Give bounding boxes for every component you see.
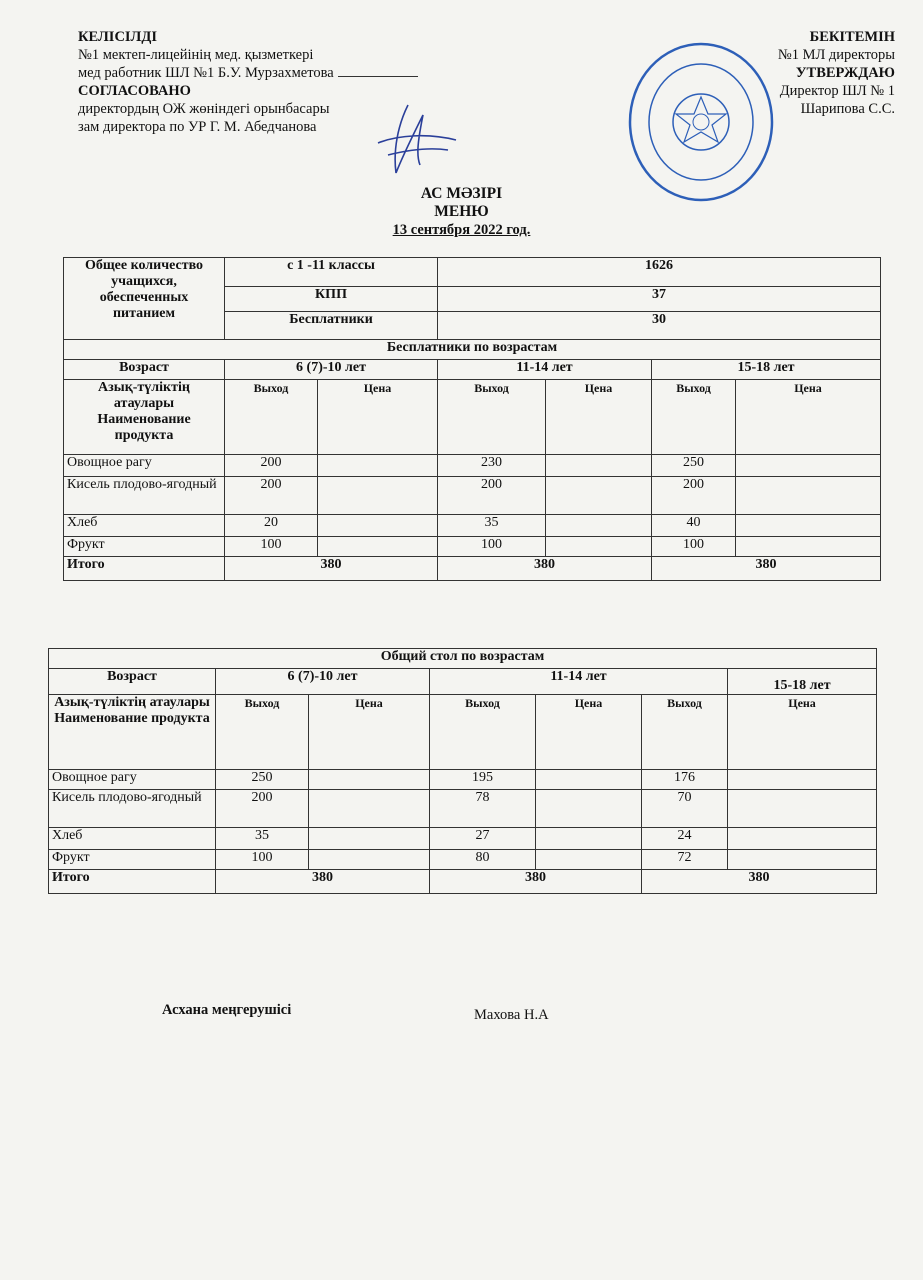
price-cell — [318, 455, 438, 477]
free-meals-table — [63, 257, 881, 581]
out-value: 100 — [225, 537, 318, 557]
product-name: Кисель плодово-ягодный — [49, 790, 216, 828]
canteen-head-label: Асхана меңгерушісі — [162, 1002, 292, 1018]
general-table — [48, 648, 877, 894]
out-value: 20 — [225, 515, 318, 537]
table-row — [49, 828, 877, 850]
product-name: Овощное рагу — [49, 770, 216, 790]
out-value: 80 — [430, 850, 536, 870]
col-price: Цена — [536, 695, 642, 770]
table-row — [49, 790, 877, 828]
title-kz: АС МӘЗІРІ — [420, 185, 503, 202]
deputy-ru: зам директора по УР Г. М. Абедчанова — [78, 119, 317, 135]
out-value: 250 — [216, 770, 309, 790]
price-cell — [728, 770, 877, 790]
total-label: Итого — [49, 870, 216, 894]
total-value: 380 — [216, 870, 430, 894]
header-right — [778, 28, 895, 118]
canteen-head-name: Махова Н.А — [474, 1007, 549, 1023]
deputy-kz: директордың ОЖ жөніндегі орынбасары — [78, 101, 330, 117]
med-worker-ru: мед работник ШЛ №1 Б.У. Мурзахметова — [78, 65, 334, 81]
col-price: Цена — [546, 380, 652, 455]
official-stamp-image — [628, 42, 774, 202]
total-students-label: Общее количество учащихся, обеспеченных питанием — [64, 258, 225, 340]
col-out: Выход — [642, 695, 728, 770]
col-out: Выход — [430, 695, 536, 770]
med-worker-ru-line — [78, 64, 418, 82]
price-cell — [546, 477, 652, 515]
out-value: 230 — [438, 455, 546, 477]
total-row — [49, 870, 877, 894]
price-cell — [536, 828, 642, 850]
out-value: 200 — [225, 477, 318, 515]
total-label: Итого — [64, 557, 225, 581]
table-row — [64, 477, 881, 515]
summary-label: КПП — [225, 287, 438, 312]
col-price: Цена — [728, 695, 877, 770]
total-value: 380 — [642, 870, 877, 894]
table-row — [64, 455, 881, 477]
price-cell — [728, 850, 877, 870]
age-group: 6 (7)-10 лет — [225, 360, 438, 380]
out-value: 78 — [430, 790, 536, 828]
product-name: Фрукт — [64, 537, 225, 557]
table-row — [64, 537, 881, 557]
product-name: Овощное рагу — [64, 455, 225, 477]
out-value: 100 — [438, 537, 546, 557]
price-cell — [318, 515, 438, 537]
col-price: Цена — [736, 380, 881, 455]
med-worker-kz: №1 мектеп-лицейінің мед. қызметкері — [78, 47, 314, 63]
out-value: 24 — [642, 828, 728, 850]
product-name: Хлеб — [49, 828, 216, 850]
col-out: Выход — [438, 380, 546, 455]
out-value: 176 — [642, 770, 728, 790]
price-cell — [736, 515, 881, 537]
total-value: 380 — [225, 557, 438, 581]
out-value: 100 — [652, 537, 736, 557]
director-kz: №1 МЛ директоры — [777, 47, 895, 63]
out-value: 195 — [430, 770, 536, 790]
out-value: 72 — [642, 850, 728, 870]
total-value: 380 — [438, 557, 652, 581]
out-value: 27 — [430, 828, 536, 850]
price-cell — [546, 455, 652, 477]
out-value: 100 — [216, 850, 309, 870]
price-cell — [736, 537, 881, 557]
product-label: Азық-түліктің атаулары Наименование продукта — [49, 695, 216, 770]
price-cell — [318, 537, 438, 557]
title-ru: МЕНЮ — [434, 203, 489, 220]
table-row — [64, 515, 881, 537]
summary-value: 1626 — [438, 258, 881, 287]
price-cell — [728, 828, 877, 850]
age-group: 6 (7)-10 лет — [216, 669, 430, 695]
total-value: 380 — [652, 557, 881, 581]
age-label: Возраст — [64, 360, 225, 380]
summary-label: с 1 -11 классы — [225, 258, 438, 287]
age-label: Возраст — [49, 669, 216, 695]
age-group: 15-18 лет — [652, 360, 881, 380]
price-cell — [728, 790, 877, 828]
director-ru: Директор ШЛ № 1 — [779, 83, 895, 99]
agreed-kz: КЕЛІСІЛДІ — [78, 29, 157, 45]
section-title: Общий стол по возрастам — [49, 649, 877, 669]
table-row — [49, 850, 877, 870]
price-cell — [309, 770, 430, 790]
out-value: 200 — [216, 790, 309, 828]
product-label: Азық-түліктің атаулары Наименование продукта — [64, 380, 225, 455]
section-title: Бесплатники по возрастам — [64, 340, 881, 360]
age-group: 11-14 лет — [430, 669, 728, 695]
table-row — [49, 770, 877, 790]
out-value: 35 — [216, 828, 309, 850]
price-cell — [546, 515, 652, 537]
summary-value: 37 — [438, 287, 881, 312]
price-cell — [309, 790, 430, 828]
price-cell — [309, 850, 430, 870]
product-name: Хлеб — [64, 515, 225, 537]
out-value: 70 — [642, 790, 728, 828]
summary-label: Бесплатники — [225, 312, 438, 340]
out-value: 40 — [652, 515, 736, 537]
product-name: Кисель плодово-ягодный — [64, 477, 225, 515]
col-out: Выход — [652, 380, 736, 455]
total-value: 380 — [430, 870, 642, 894]
price-cell — [546, 537, 652, 557]
out-value: 200 — [438, 477, 546, 515]
out-value: 200 — [652, 477, 736, 515]
approve-kz: БЕКІТЕМІН — [809, 29, 895, 45]
age-group: 11-14 лет — [438, 360, 652, 380]
total-row — [64, 557, 881, 581]
price-cell — [536, 770, 642, 790]
approve-ru: УТВЕРЖДАЮ — [795, 65, 895, 81]
menu-title — [0, 185, 923, 239]
price-cell — [736, 455, 881, 477]
price-cell — [318, 477, 438, 515]
out-value: 35 — [438, 515, 546, 537]
out-value: 200 — [225, 455, 318, 477]
price-cell — [736, 477, 881, 515]
menu-date: 13 сентября 2022 год. — [392, 222, 531, 238]
col-out: Выход — [216, 695, 309, 770]
signature-image — [368, 95, 458, 180]
agreed-ru: СОГЛАСОВАНО — [78, 83, 191, 99]
out-value: 250 — [652, 455, 736, 477]
col-price: Цена — [318, 380, 438, 455]
product-name: Фрукт — [49, 850, 216, 870]
price-cell — [309, 828, 430, 850]
price-cell — [536, 790, 642, 828]
age-group: 15-18 лет — [728, 669, 877, 695]
director-name: Шарипова С.С. — [800, 101, 895, 117]
col-out: Выход — [225, 380, 318, 455]
col-price: Цена — [309, 695, 430, 770]
signature-line — [338, 64, 418, 77]
header-left — [78, 28, 418, 136]
price-cell — [536, 850, 642, 870]
summary-value: 30 — [438, 312, 881, 340]
